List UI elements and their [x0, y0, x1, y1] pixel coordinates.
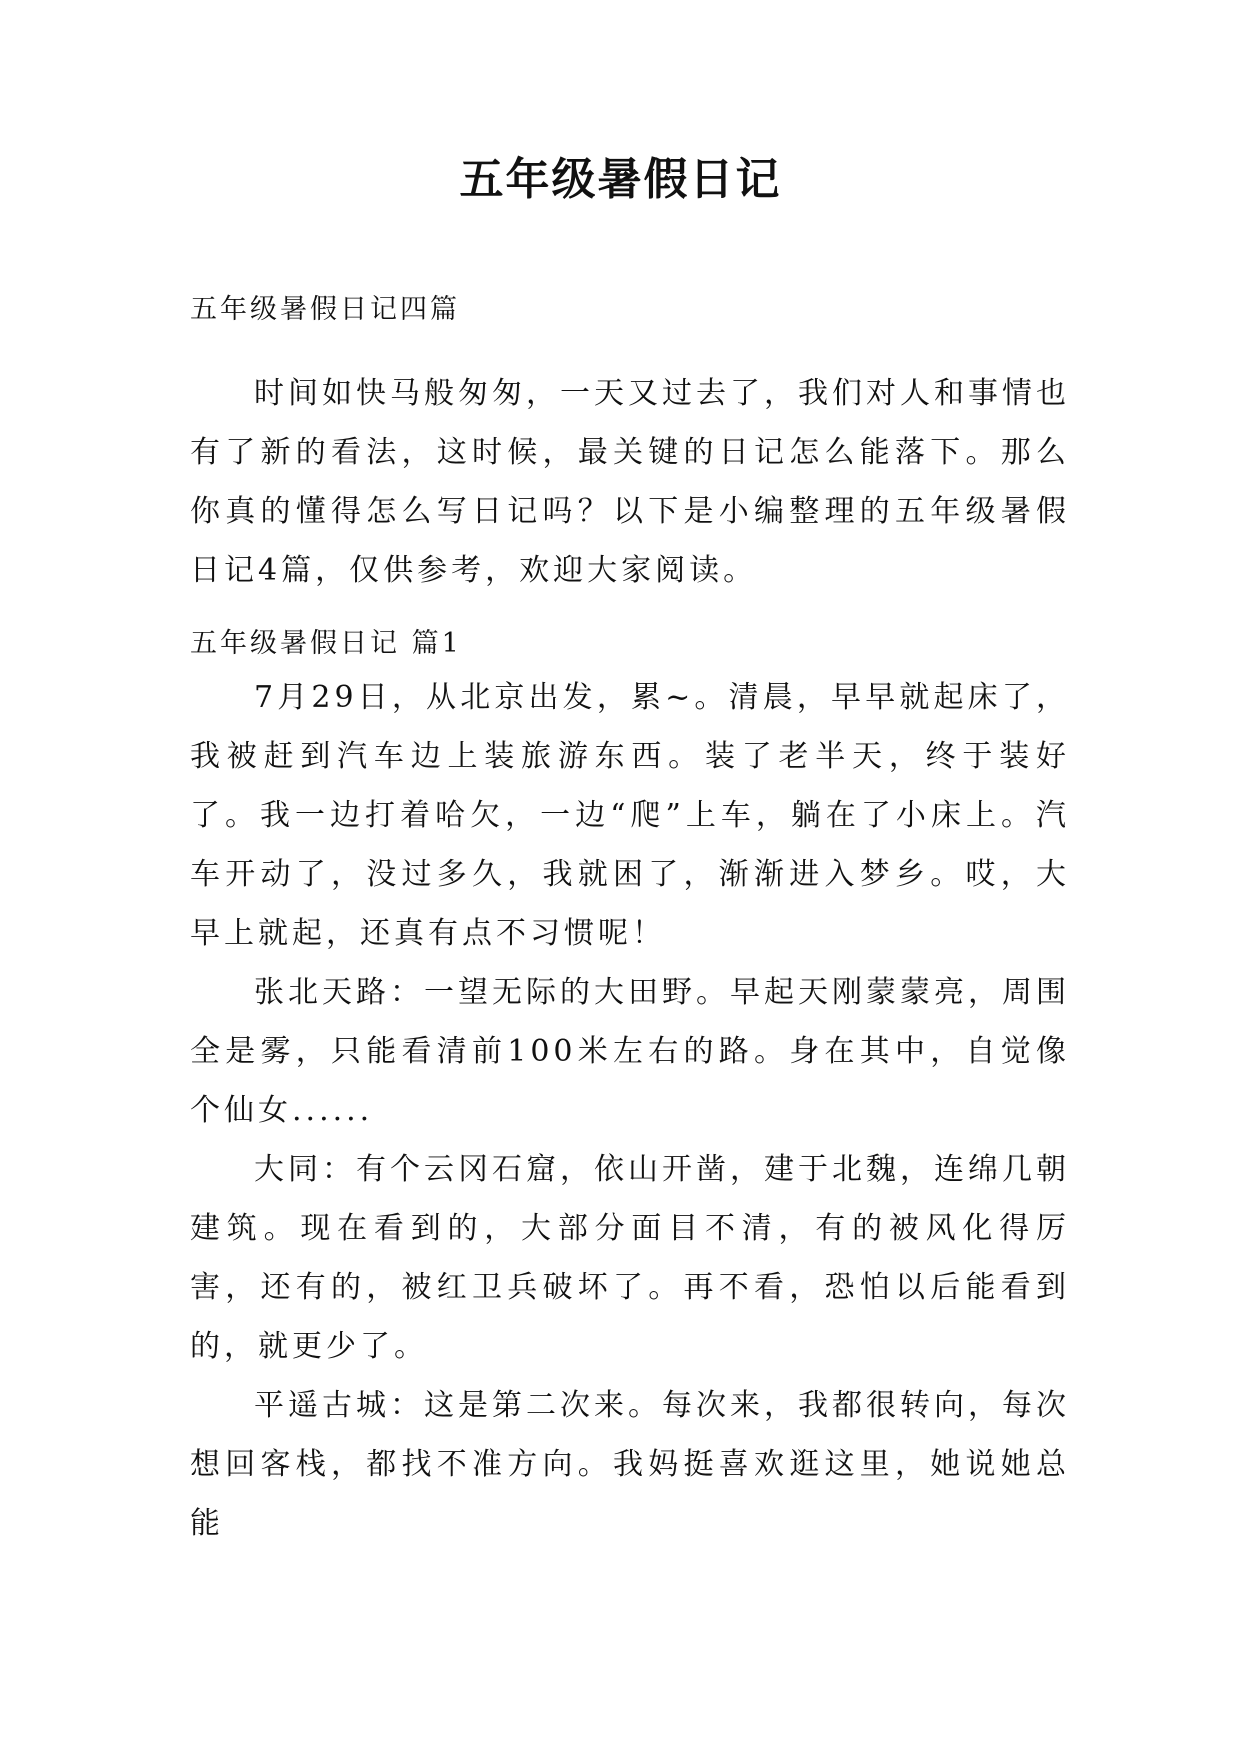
diary-body [190, 668, 1070, 1553]
diary-paragraph: 平遥古城：这是第二次来。每次来，我都很转向，每次想回客栈，都找不准方向。我妈挺喜欢逛这里，她说她总能 [190, 1388, 1070, 1541]
diary-paragraph: 张北天路：一望无际的大田野。早起天刚蒙蒙亮，周围全是雾，只能看清前100米左右的路。身在其中，自觉像个仙女...... [190, 975, 1070, 1128]
intro-block [190, 364, 1070, 600]
section-heading: 五年级暑假日记 篇1 [190, 628, 462, 659]
document-subtitle: 五年级暑假日记四篇 [190, 294, 460, 325]
intro-paragraph: 时间如快马般匆匆，一天又过去了，我们对人和事情也有了新的看法，这时候，最关键的日记怎么能落下。那么你真的懂得怎么写日记吗？以下是小编整理的五年级暑假日记4篇，仅供参考，欢迎大家阅读。 [190, 376, 1070, 588]
page-title: 五年级暑假日记 [459, 154, 782, 205]
diary-paragraph: 7月29日，从北京出发，累~。清晨，早早就起床了，我被赶到汽车边上装旅游东西。装了老半天，终于装好了。我一边打着哈欠，一边“爬”上车，躺在了小床上。汽车开动了，没过多久，我就困了，渐渐进入梦乡。哎，大早上就起，还真有点不习惯呢！ [190, 680, 1070, 951]
diary-paragraph: 大同：有个云冈石窟，依山开凿，建于北魏，连绵几朝建筑。现在看到的，大部分面目不清，有的被风化得厉害，还有的，被红卫兵破坏了。再不看，恐怕以后能看到的，就更少了。 [190, 1152, 1070, 1364]
